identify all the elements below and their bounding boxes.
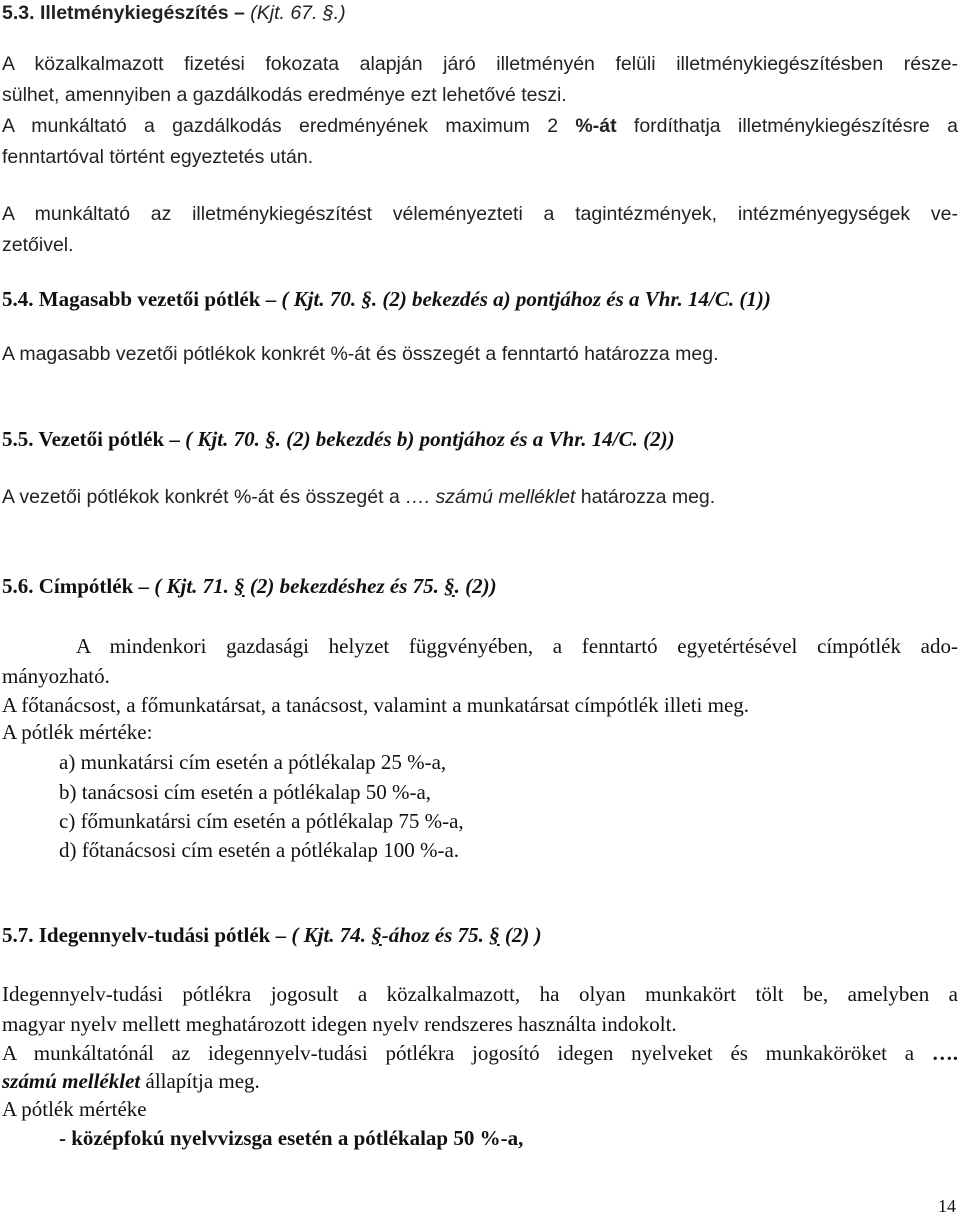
- paragraph-line: fenntartóval történt egyeztetés után.: [2, 146, 314, 168]
- section-5-4-heading: 5.4. Magasabb vezetői pótlék – ( Kjt. 70. §. (2) bekezdés a) pontjához és a Vhr. 14/C. (1)): [2, 287, 771, 311]
- list-item: d) főtanácsosi cím esetén a pótlékalap 100 %-a.: [59, 838, 460, 862]
- paragraph-line: zetőivel.: [2, 234, 74, 256]
- paragraph-line: mányozható.: [2, 664, 110, 688]
- legal-reference: ( Kjt. 71. § (2) bekezdéshez és 75. §. (2)): [154, 574, 497, 598]
- annex-reference: számú melléklet: [2, 1069, 141, 1093]
- legal-reference: ( Kjt. 70. §. (2) bekezdés b) pontjához és a Vhr. 14/C. (2)): [185, 427, 675, 451]
- paragraph-line: A munkáltató a gazdálkodás eredményének maximum 2 %-át fordíthatja illetménykiegészítésre a: [2, 115, 958, 137]
- paragraph-line: A magasabb vezetői pótlékok konkrét %-át és összegét a fenntartó határozza meg.: [2, 343, 719, 365]
- legal-reference: (Kjt. 67. §.): [250, 2, 346, 24]
- page-number: 14: [938, 1196, 956, 1216]
- paragraph-line: A közalkalmazott fizetési fokozata alapján járó illetményén felüli illetménykiegészítésben része-: [2, 53, 958, 75]
- paragraph-line: A pótlék mértéke: [2, 1097, 147, 1121]
- list-item: a) munkatársi cím esetén a pótlékalap 25 %-a,: [59, 750, 447, 774]
- paragraph-line: A vezetői pótlékok konkrét %-át és összegét a …. számú melléklet határozza meg.: [2, 486, 716, 508]
- section-number: 5.4. Magasabb vezetői pótlék: [2, 287, 261, 311]
- section-5-3-heading: 5.3. Illetménykiegészítés – (Kjt. 67. §.): [2, 2, 346, 24]
- annex-reference: …. számú melléklet: [405, 486, 576, 508]
- section-5-5-heading: 5.5. Vezetői pótlék – ( Kjt. 70. §. (2) bekezdés b) pontjához és a Vhr. 14/C. (2)): [2, 427, 675, 451]
- section-5-6-heading: 5.6. Címpótlék – ( Kjt. 71. § (2) bekezdéshez és 75. §. (2)): [2, 574, 497, 598]
- list-item: - középfokú nyelvvizsga esetén a pótlékalap 50 %-a,: [59, 1126, 524, 1150]
- legal-reference: ( Kjt. 74. §-ához és 75. § (2) ): [291, 923, 542, 947]
- section-number: 5.5. Vezetői pótlék: [2, 427, 165, 451]
- section-number: 5.3. Illetménykiegészítés: [2, 2, 229, 24]
- list-item: c) főmunkatársi cím esetén a pótlékalap 75 %-a,: [59, 809, 464, 833]
- paragraph-line: A mindenkori gazdasági helyzet függvényében, a fenntartó egyetértésével címpótlék ado-: [76, 634, 958, 658]
- section-number: 5.7. Idegennyelv-tudási pótlék: [2, 923, 271, 947]
- paragraph-line: magyar nyelv mellett meghatározott idegen nyelv rendszeres használta indokolt.: [2, 1012, 677, 1036]
- paragraph-line: sülhet, amennyiben a gazdálkodás eredménye ezt lehetővé teszi.: [2, 84, 567, 106]
- paragraph-line: A főtanácsost, a főmunkatársat, a tanácsost, valamint a munkatársat címpótlék illeti meg.: [2, 693, 750, 717]
- paragraph-line: A munkáltató az illetménykiegészítést véleményezteti a tagintézmények, intézményegységek ve-: [2, 203, 958, 225]
- paragraph-line: Idegennyelv-tudási pótlékra jogosult a közalkalmazott, ha olyan munkakört tölt be, amelyben a: [2, 982, 958, 1006]
- legal-reference: ( Kjt. 70. §. (2) bekezdés a) pontjához és a Vhr. 14/C. (1)): [281, 287, 771, 311]
- section-5-7-heading: 5.7. Idegennyelv-tudási pótlék – ( Kjt. 74. §-ához és 75. § (2) ): [2, 923, 542, 947]
- list-item: b) tanácsosi cím esetén a pótlékalap 50 %-a,: [59, 780, 432, 804]
- section-number: 5.6. Címpótlék: [2, 574, 134, 598]
- paragraph-line: számú melléklet állapítja meg.: [2, 1069, 260, 1093]
- paragraph-line: A pótlék mértéke:: [2, 720, 153, 744]
- paragraph-line: A munkáltatónál az idegennyelv-tudási pótlékra jogosító idegen nyelveket és munkaköröket a ….: [2, 1041, 958, 1065]
